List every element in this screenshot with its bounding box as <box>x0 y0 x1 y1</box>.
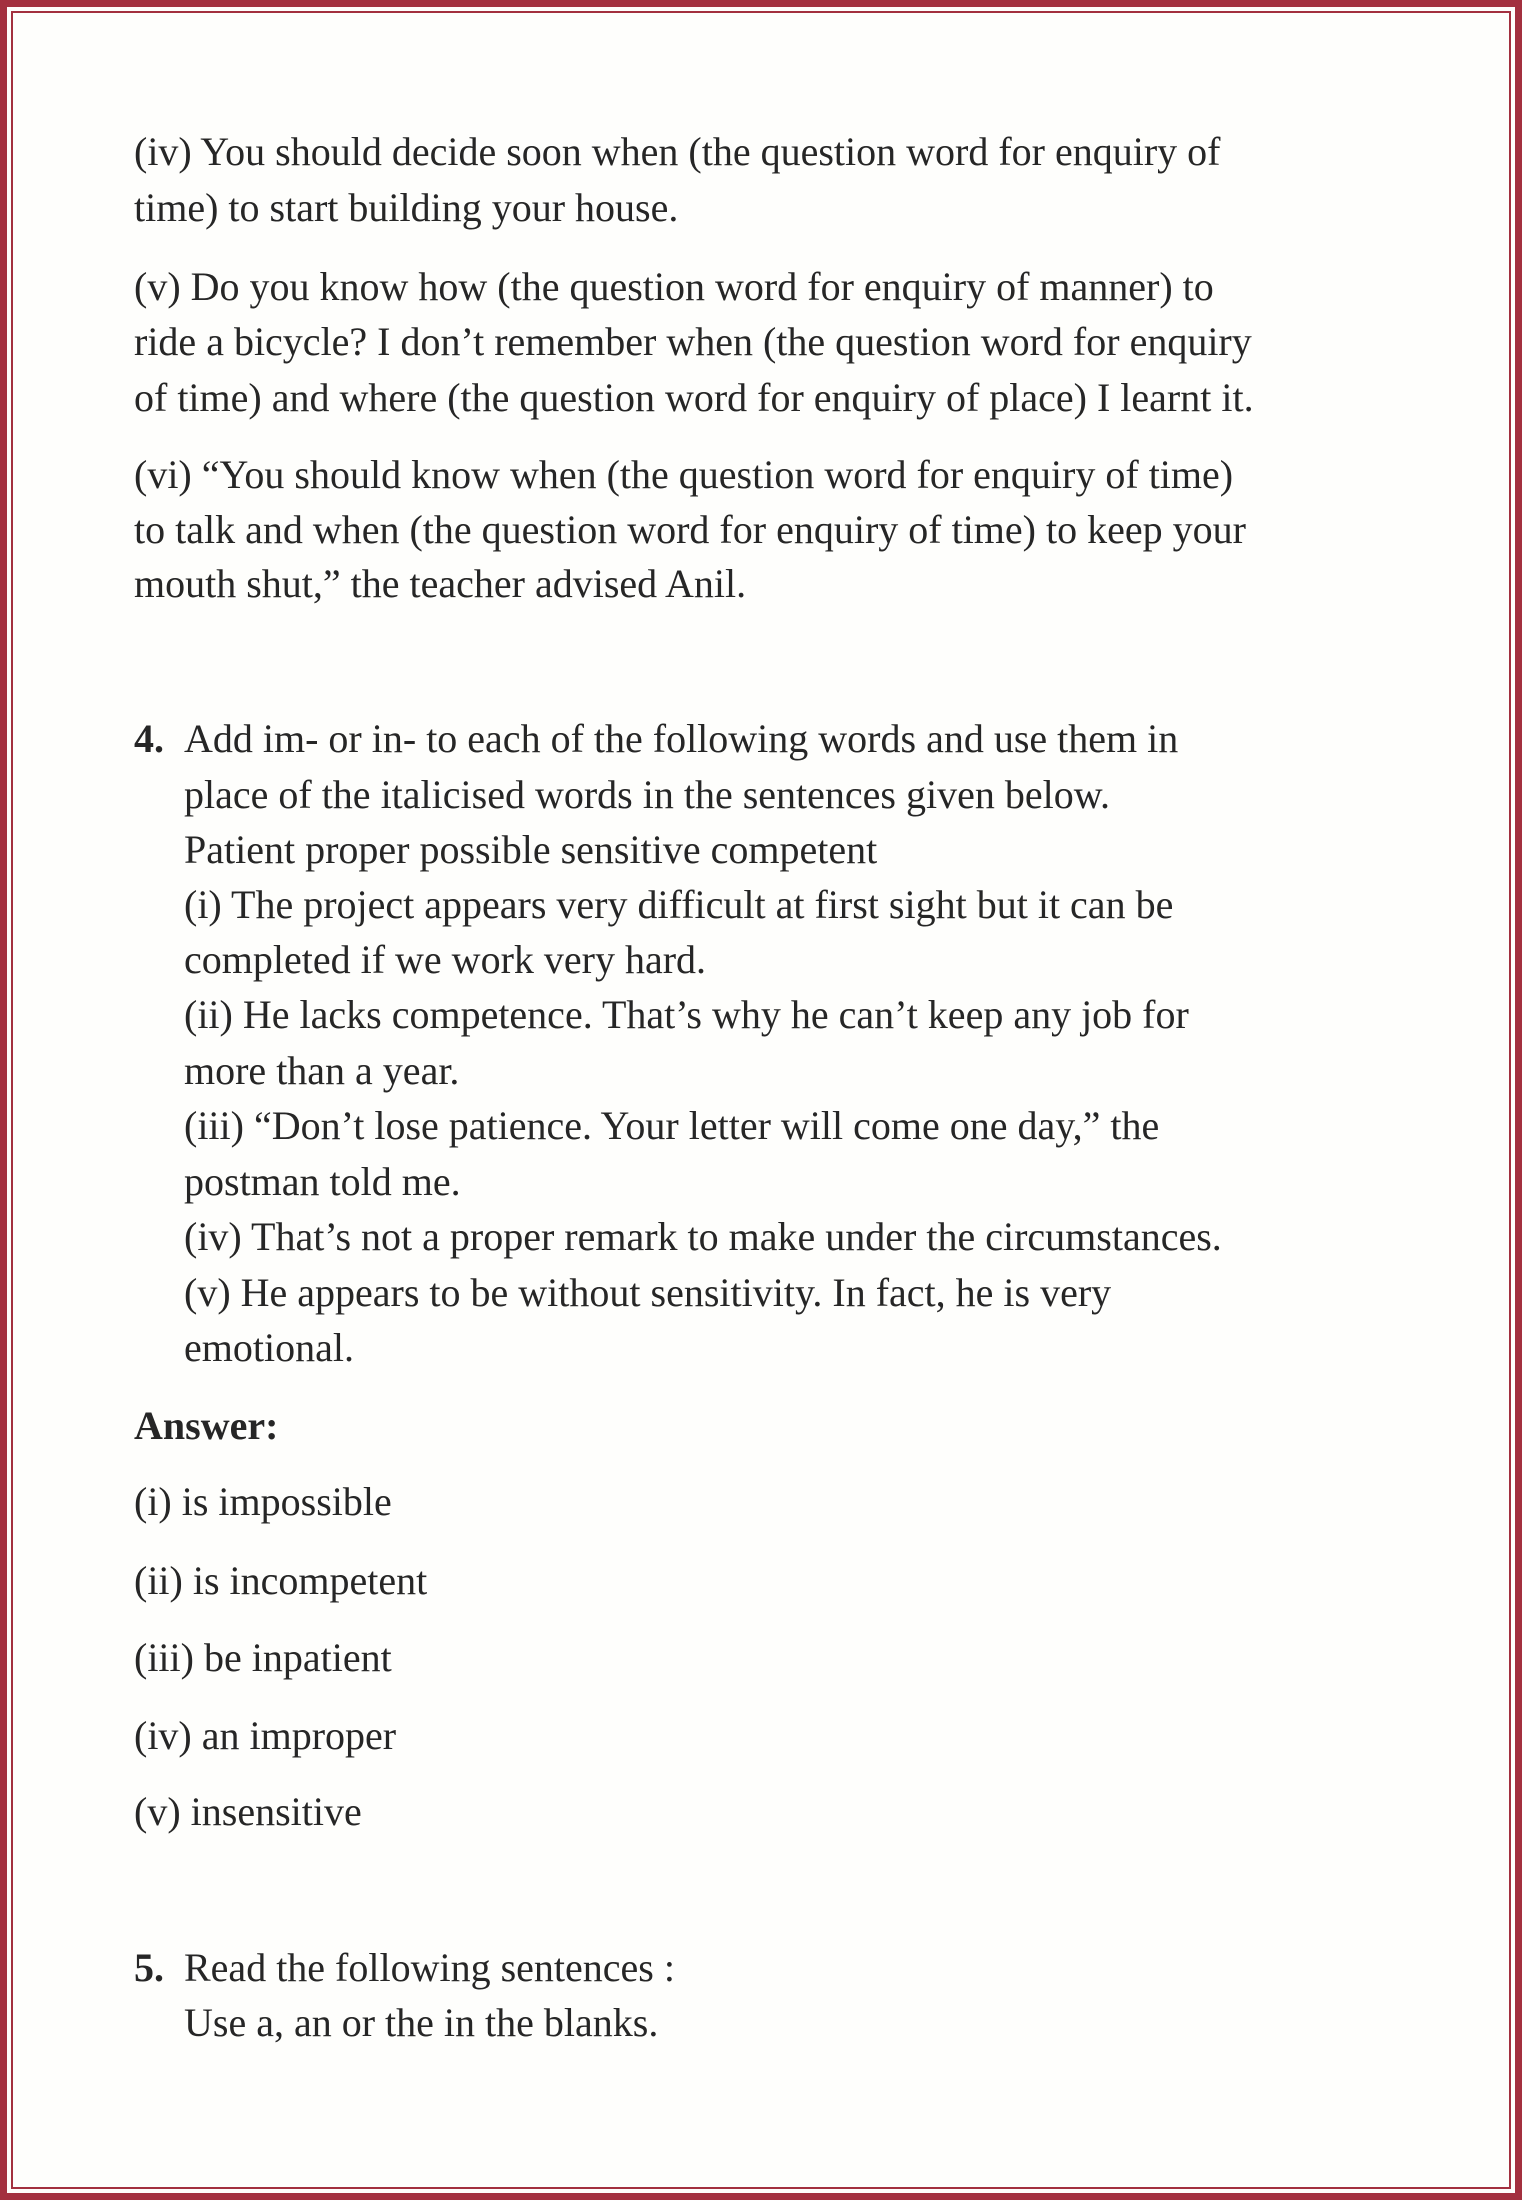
answer-item: (i) is impossible <box>134 1479 392 1524</box>
q4-line: (v) He appears to be without sensitivity. In fact, he is very <box>184 1270 1112 1315</box>
answer-label: Answer: <box>134 1403 279 1448</box>
q4-line: place of the italicised words in the sentences given below. <box>184 772 1110 817</box>
q3-item-iv-line: time) to start building your house. <box>134 185 679 230</box>
answer-item: (iii) be inpatient <box>134 1635 392 1680</box>
q4-line: (ii) He lacks competence. That’s why he can’t keep any job for <box>184 992 1189 1037</box>
q3-item-vi-line: to talk and when (the question word for enquiry of time) to keep your <box>134 507 1246 552</box>
q3-item-iv-line: (iv) You should decide soon when (the question word for enquiry of <box>134 129 1221 174</box>
q3-item-vi-line: (vi) “You should know when (the question word for enquiry of time) <box>134 452 1234 497</box>
q4-number: 4. <box>134 716 164 761</box>
q4-line: (i) The project appears very difficult at first sight but it can be <box>184 882 1174 927</box>
q4-line: postman told me. <box>184 1159 461 1204</box>
q4-word-list: Patient proper possible sensitive competent <box>184 827 878 872</box>
q4-line: (iii) “Don’t lose patience. Your letter will come one day,” the <box>184 1103 1160 1148</box>
q5-line: Use a, an or the in the blanks. <box>184 2000 659 2045</box>
q3-item-vi-line: mouth shut,” the teacher advised Anil. <box>134 561 747 606</box>
q5-line: Read the following sentences : <box>184 1945 675 1990</box>
q4-line: completed if we work very hard. <box>184 937 707 982</box>
answer-item: (iv) an improper <box>134 1713 397 1758</box>
q3-item-v-line: (v) Do you know how (the question word for enquiry of manner) to <box>134 264 1214 309</box>
q3-item-v-line: of time) and where (the question word for enquiry of place) I learnt it. <box>134 375 1254 420</box>
answer-item: (ii) is incompetent <box>134 1558 428 1603</box>
q5-number: 5. <box>134 1945 164 1990</box>
q4-line: more than a year. <box>184 1048 460 1093</box>
q4-line: Add im- or in- to each of the following words and use them in <box>184 716 1179 761</box>
q3-item-v-line: ride a bicycle? I don’t remember when (the question word for enquiry <box>134 319 1252 364</box>
q4-line: (iv) That’s not a proper remark to make under the circumstances. <box>184 1214 1222 1259</box>
q4-line: emotional. <box>184 1325 354 1370</box>
answer-item: (v) insensitive <box>134 1789 362 1834</box>
